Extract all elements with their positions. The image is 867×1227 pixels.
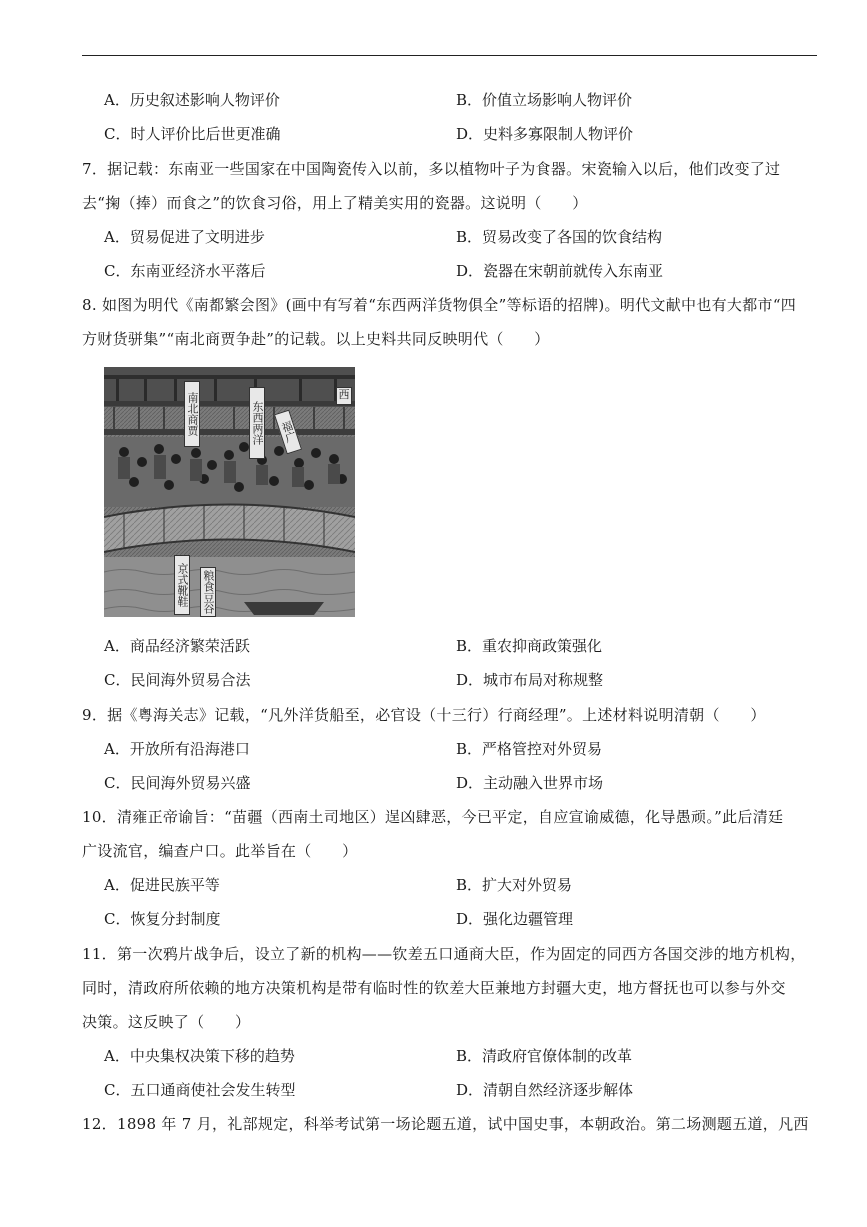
q7-option-d: D．瓷器在宋朝前就传入东南亚 xyxy=(456,262,664,280)
q10-option-c: C．恢复分封制度 xyxy=(104,910,221,928)
q6-option-d: D．史料多寡限制人物评价 xyxy=(456,125,634,143)
q7-option-a: A．贸易促进了文明进步 xyxy=(104,228,265,246)
q11-option-c: C．五口通商使社会发生转型 xyxy=(104,1081,296,1099)
sign-board-5: 粮食豆谷 xyxy=(200,567,216,617)
q8-option-a: A．商品经济繁荣活跃 xyxy=(104,637,250,655)
header-rule xyxy=(82,55,817,56)
q11-stem-line-2: 同时，清政府所依赖的地方决策机构是带有临时性的钦差大臣兼地方封疆大吏，地方督抚也可以参与外交 xyxy=(82,979,786,997)
q9-option-b: B．严格管控对外贸易 xyxy=(456,740,603,758)
q12-stem-line-1: 12．1898 年 7 月，礼部规定，科举考试第一场论题五道，试中国史事，本朝政治。第二场测题五道，凡西 xyxy=(82,1115,809,1133)
q10-stem-line-1: 10．清雍正帝谕旨：“苗疆（西南土司地区）逞凶肆恶，今已平定，自应宣谕威德，化导愚顽。”此后清廷 xyxy=(82,808,784,826)
painting-illustration xyxy=(104,367,355,617)
sign-board-3: 福广 xyxy=(274,410,302,455)
q9-option-d: D．主动融入世界市场 xyxy=(456,774,604,792)
q7-stem-line-2: 去“掬（捧）而食之”的饮食习俗，用上了精美实用的瓷器。这说明（ ） xyxy=(82,194,588,212)
q10-option-b: B．扩大对外贸易 xyxy=(456,876,573,894)
q11-stem-line-1: 11．第一次鸦片战争后，设立了新的机构——钦差五口通商大臣，作为固定的同西方各国交涉的地方机构， xyxy=(82,945,806,963)
q9-stem-line-1: 9．据《粤海关志》记载，“凡外洋货船至，必官设（十三行）行商经理”。上述材料说明清朝（ ） xyxy=(82,706,766,724)
q8-option-c: C．民间海外贸易合法 xyxy=(104,671,251,689)
q6-option-a: A．历史叙述影响人物评价 xyxy=(104,91,280,109)
sign-board-6: 西 xyxy=(336,387,352,405)
q11-option-b: B．清政府官僚体制的改革 xyxy=(456,1047,633,1065)
q9-option-a: A．开放所有沿海港口 xyxy=(104,740,250,758)
sign-board-1: 南北商贾 xyxy=(184,381,200,447)
q8-stem-line-1: 8. 如图为明代《南都繁会图》(画中有写着“东西两洋货物俱全”等标语的招牌)。明代文献中也有大都市“四 xyxy=(82,296,797,314)
sign-board-2: 东西两洋 xyxy=(249,387,265,459)
q10-option-d: D．强化边疆管理 xyxy=(456,910,574,928)
q7-stem-line-1: 7．据记载：东南亚一些国家在中国陶瓷传入以前，多以植物叶子为食器。宋瓷输入以后，他们改变了过 xyxy=(82,160,781,178)
q7-option-c: C．东南亚经济水平落后 xyxy=(104,262,266,280)
q8-option-b: B．重农抑商政策强化 xyxy=(456,637,603,655)
q10-option-a: A．促进民族平等 xyxy=(104,876,220,894)
q9-option-c: C．民间海外贸易兴盛 xyxy=(104,774,251,792)
q8-option-d: D．城市布局对称规整 xyxy=(456,671,604,689)
q7-option-b: B．贸易改变了各国的饮食结构 xyxy=(456,228,663,246)
q6-option-b: B．价值立场影响人物评价 xyxy=(456,91,633,109)
q6-option-c: C．时人评价比后世更准确 xyxy=(104,125,281,143)
q11-option-a: A．中央集权决策下移的趋势 xyxy=(104,1047,295,1065)
q11-stem-line-3: 决策。这反映了（ ） xyxy=(82,1013,251,1031)
q11-option-d: D．清朝自然经济逐步解体 xyxy=(456,1081,634,1099)
sign-board-4: 京式靴鞋 xyxy=(174,555,190,615)
nandu-fanhui-painting xyxy=(104,367,355,617)
q10-stem-line-2: 广设流官，编查户口。此举旨在（ ） xyxy=(82,842,358,860)
q8-stem-line-2: 方财货骈集”“南北商贾争赴”的记载。以上史料共同反映明代（ ） xyxy=(82,330,550,348)
